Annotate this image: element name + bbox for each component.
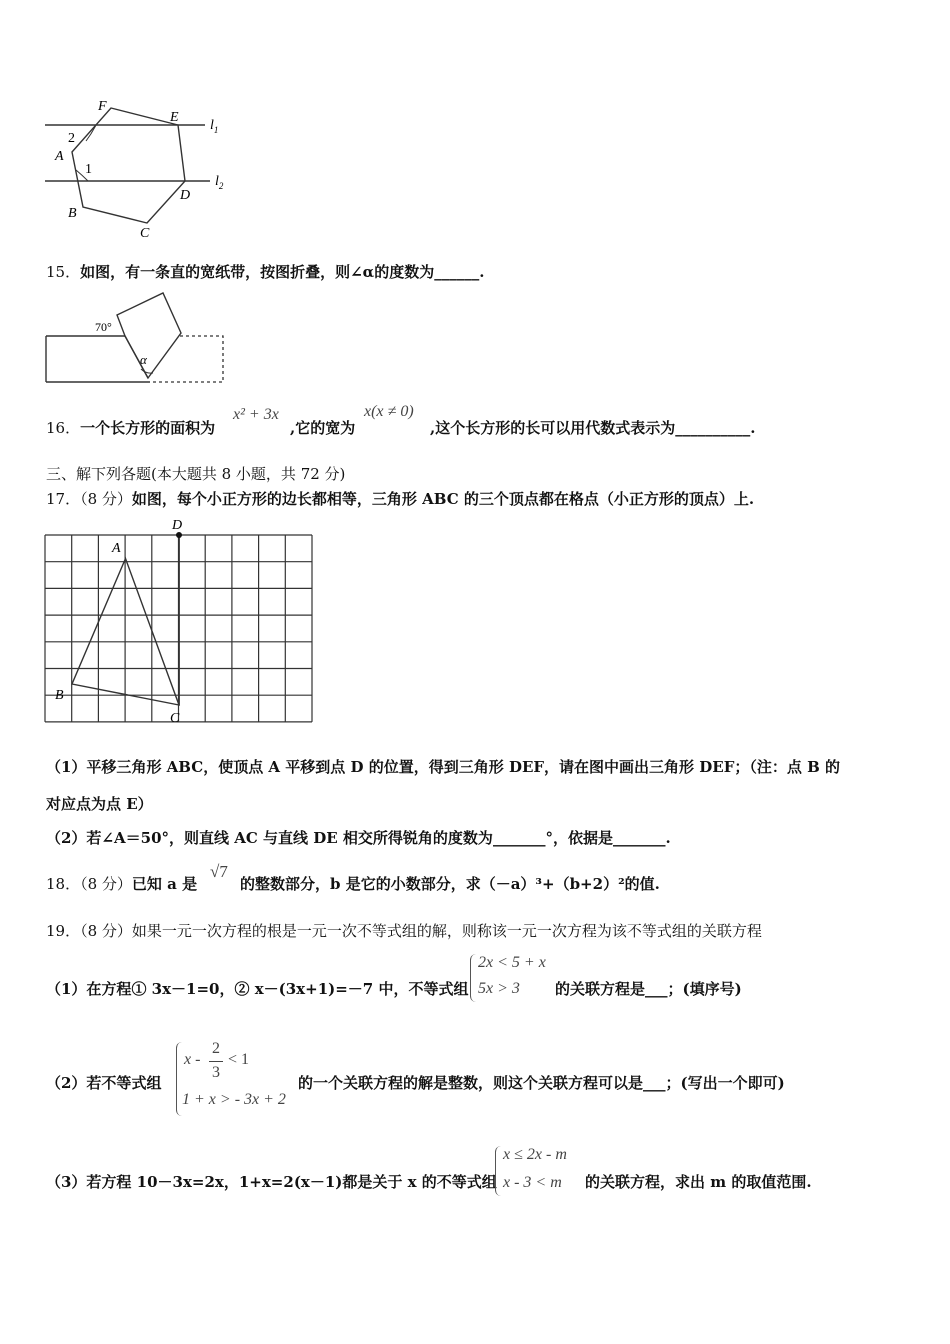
label-alpha: α <box>140 352 147 367</box>
q17-sub2-end: . <box>665 829 671 847</box>
q19-sys3-brace <box>495 1146 502 1196</box>
q16-width-expression: x(x ≠ 0) <box>364 403 414 420</box>
question-17 <box>46 489 754 509</box>
label-angle-1: 1 <box>85 162 92 177</box>
question-18 <box>46 874 197 894</box>
q19-sys2-line1b: < 1 <box>228 1051 250 1068</box>
q15-text: 如图，有一条直的宽纸带，按图折叠，则∠α的度数为 <box>80 263 435 281</box>
label-C: C <box>170 711 180 726</box>
q19-sys2-frac-den: 3 <box>212 1064 220 1081</box>
angle-2-arc <box>86 125 96 141</box>
q17-sub2-blank2: _______ <box>612 829 666 847</box>
q17-sub2-text: （2）若∠A＝50°，则直线 AC 与直线 DE 相交所得锐角的度数为 <box>46 829 493 847</box>
q15-end: . <box>479 263 485 281</box>
section-3-title: 三、解下列各题(本大题共 8 小题，共 72 分) <box>46 465 346 483</box>
q16-part3-text: ,这个长方形的长可以用代数式表示为 <box>430 419 676 437</box>
q19-sys1-line1: 2x < 5 + x <box>478 954 546 971</box>
figure-grid-triangle <box>40 512 325 727</box>
label-l1: $l_1$ <box>210 118 219 135</box>
q16-number: 16． <box>46 419 81 437</box>
q19-sys3-line1: x ≤ 2x - m <box>503 1146 567 1163</box>
q19-sub2-answer: 的一个关联方程的解是整数，则这个关联方程可以是___；(写出一个即可) <box>298 1074 785 1092</box>
q17-score: （8 分） <box>80 490 132 508</box>
q19-number: 19． <box>46 922 81 940</box>
q18-sqrt7: √7 <box>210 862 228 881</box>
question-16 <box>46 418 215 438</box>
figure-hexagon-parallel-lines <box>40 95 240 245</box>
q19-sub1-text: （1）在方程① 3x－1=0，② x－(3x+1)=－7 中，不等式组 <box>46 980 469 998</box>
label-B: B <box>68 206 77 221</box>
q16-part3 <box>430 418 755 438</box>
q17-text: 如图，每个小正方形的边长都相等，三角形 ABC 的三个顶点都在格点（小正方形的顶点）上. <box>131 490 755 508</box>
q19-sys3-line2: x - 3 < m <box>503 1174 562 1191</box>
q19-sys2-line2: 1 + x > - 3x + 2 <box>182 1091 286 1108</box>
q17-number: 17． <box>46 490 81 508</box>
q19-sub2-text: （2）若不等式组 <box>46 1074 162 1092</box>
label-C: C <box>140 226 150 241</box>
q16-part2: ,它的宽为 <box>290 419 356 437</box>
q19-sub1-answer: 的关联方程是___；(填序号) <box>555 980 742 998</box>
q18-part1: 已知 a 是 <box>131 875 198 893</box>
label-70-degrees: 70° <box>95 320 112 334</box>
question-15 <box>46 262 484 282</box>
label-B: B <box>55 688 64 703</box>
q19-sys1-line2: 5x > 3 <box>478 980 520 997</box>
label-E: E <box>170 110 179 125</box>
q17-sub2-text2: °，依据是 <box>545 829 613 847</box>
q16-end: . <box>750 419 756 437</box>
q19-sys2-frac-bar <box>209 1061 223 1062</box>
label-D: D <box>180 188 191 203</box>
label-A: A <box>112 541 121 556</box>
q17-sub1-line2: 对应点为点 E） <box>46 795 153 813</box>
q19-sys1-brace <box>470 954 477 1002</box>
q17-sub2 <box>46 828 671 848</box>
folded-part <box>117 293 181 378</box>
q18-score: （8 分） <box>80 875 132 893</box>
q16-area-expression: x² + 3x <box>233 406 279 423</box>
label-angle-2: 2 <box>68 131 75 146</box>
label-D: D <box>172 518 183 533</box>
q17-sub2-blank1: _______ <box>492 829 546 847</box>
q19-sub3-answer: 的关联方程，求出 m 的取值范围. <box>585 1173 812 1191</box>
q17-sub1-line1: （1）平移三角形 ABC，使顶点 A 平移到点 D 的位置，得到三角形 DEF，请在图中画出三角形 DEF；（注：点 B 的 <box>46 758 840 776</box>
q19-text: 如果一元一次方程的根是一元一次不等式组的解，则称该一元一次方程为该不等式组的关联方程 <box>131 922 762 940</box>
q19-sub3-text: （3）若方程 10－3x=2x，1+x=2(x－1)都是关于 x 的不等式组 <box>46 1173 497 1191</box>
q18-part2: 的整数部分，b 是它的小数部分，求（－a）³+（b+2）²的值. <box>240 875 660 893</box>
q15-blank: ______ <box>434 263 480 281</box>
q16-part1: 一个长方形的面积为 <box>80 419 216 437</box>
q19-score: （8 分） <box>80 922 132 940</box>
label-l2: $l_2$ <box>215 174 224 191</box>
label-A: A <box>55 149 64 164</box>
q19-sys2-frac-num: 2 <box>212 1040 220 1057</box>
q19-sys2-line1a: x - <box>184 1051 201 1068</box>
q16-blank: __________ <box>675 419 751 437</box>
strip-dotted-outline <box>150 336 223 382</box>
question-19 <box>46 921 762 941</box>
q18-number: 18． <box>46 875 81 893</box>
q15-number: 15． <box>46 263 81 281</box>
label-F: F <box>98 99 107 114</box>
figure-folded-strip <box>40 288 235 388</box>
